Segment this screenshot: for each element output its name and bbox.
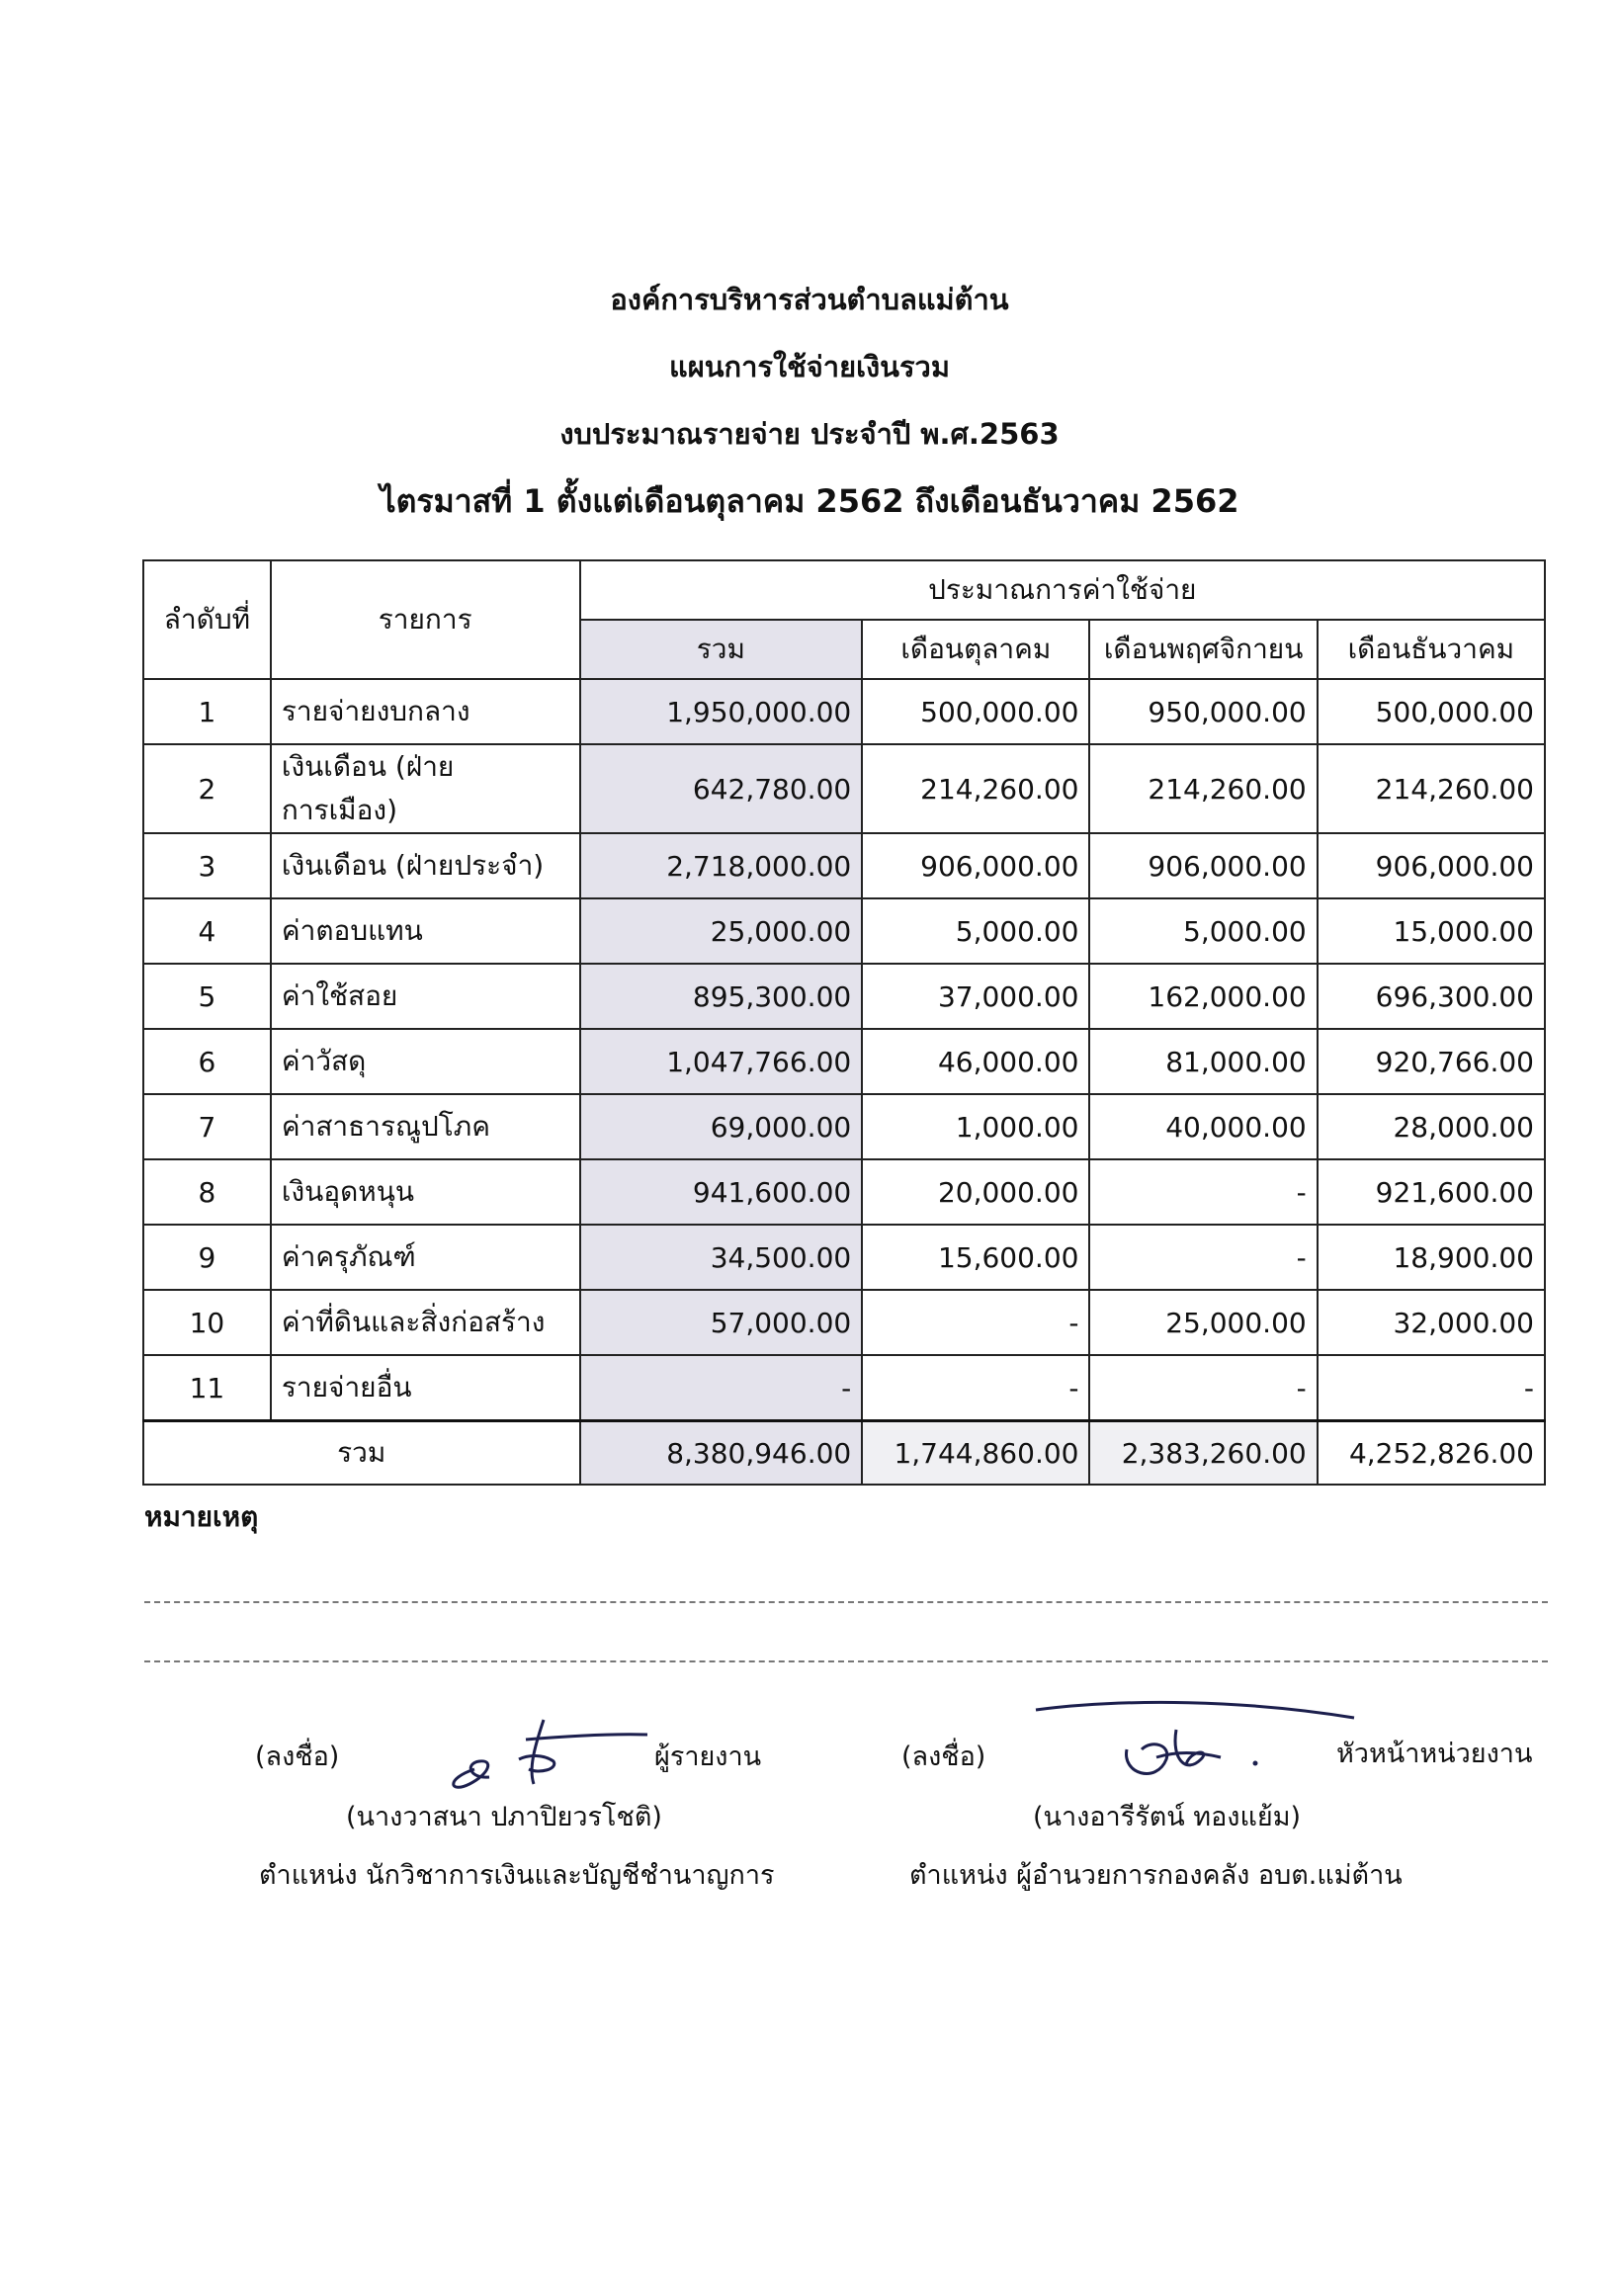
row-no: 7	[143, 1094, 271, 1159]
row-december: 696,300.00	[1318, 964, 1545, 1029]
row-total: 1,047,766.00	[580, 1029, 863, 1094]
table-row	[143, 898, 1545, 964]
row-december: 214,260.00	[1318, 744, 1545, 833]
table-row	[143, 833, 1545, 898]
row-october: 500,000.00	[862, 679, 1089, 744]
table-row	[143, 964, 1545, 1029]
plan-title: แผนการใช้จ่ายเงินรวม	[669, 350, 950, 383]
row-october: -	[862, 1355, 1089, 1421]
row-november: 214,260.00	[1089, 744, 1317, 833]
row-total: 1,950,000.00	[580, 679, 863, 744]
table-row	[143, 1159, 1545, 1225]
row-november: -	[1089, 1225, 1317, 1290]
remark-line-1	[144, 1601, 1548, 1603]
row-october: 1,000.00	[862, 1094, 1089, 1159]
row-november: 81,000.00	[1089, 1029, 1317, 1094]
row-december: 906,000.00	[1318, 833, 1545, 898]
row-december: 28,000.00	[1318, 1094, 1545, 1159]
header-total: รวม	[580, 620, 863, 679]
row-item: ค่าตอบแทน	[271, 898, 580, 964]
sum-december: 4,252,826.00	[1318, 1421, 1545, 1486]
document-header	[0, 282, 1619, 551]
sum-total: 8,380,946.00	[580, 1421, 863, 1486]
row-item: เงินอุดหนุน	[271, 1159, 580, 1225]
sum-october: 1,744,860.00	[862, 1421, 1089, 1486]
budget-table	[142, 559, 1546, 1486]
row-no: 3	[143, 833, 271, 898]
budget-title: งบประมาณรายจ่าย ประจำปี พ.ศ.2563	[559, 417, 1060, 451]
row-october: 5,000.00	[862, 898, 1089, 964]
left-role: ผู้รายงาน	[654, 1742, 762, 1772]
row-total: -	[580, 1355, 863, 1421]
row-december: 18,900.00	[1318, 1225, 1545, 1290]
row-october: 15,600.00	[862, 1225, 1089, 1290]
header-december: เดือนธันวาคม	[1318, 620, 1545, 679]
row-december: 921,600.00	[1318, 1159, 1545, 1225]
right-position: ตำแหน่ง ผู้อำนวยการกองคลัง อบต.แม่ต้าน	[909, 1860, 1403, 1891]
row-total: 895,300.00	[580, 964, 863, 1029]
row-december: 500,000.00	[1318, 679, 1545, 744]
row-no: 1	[143, 679, 271, 744]
row-no: 5	[143, 964, 271, 1029]
row-item: ค่าครุภัณฑ์	[271, 1225, 580, 1290]
row-november: 906,000.00	[1089, 833, 1317, 898]
row-item: เงินเดือน (ฝ่ายการเมือง)	[271, 744, 580, 833]
right-role: หัวหน้าหน่วยงาน	[1336, 1739, 1533, 1769]
table-row	[143, 1290, 1545, 1355]
row-november: 950,000.00	[1089, 679, 1317, 744]
row-october: 46,000.00	[862, 1029, 1089, 1094]
table-row	[143, 1094, 1545, 1159]
row-december: -	[1318, 1355, 1545, 1421]
quarter-title: ไตรมาสที่ 1 ตั้งแต่เดือนตุลาคม 2562 ถึงเดือนธันวาคม 2562	[380, 482, 1239, 520]
row-item: ค่าสาธารณูปโภค	[271, 1094, 580, 1159]
row-no: 9	[143, 1225, 271, 1290]
row-item: ค่าวัสดุ	[271, 1029, 580, 1094]
row-december: 15,000.00	[1318, 898, 1545, 964]
row-october: -	[862, 1290, 1089, 1355]
row-november: 5,000.00	[1089, 898, 1317, 964]
row-no: 11	[143, 1355, 271, 1421]
table-row	[143, 679, 1545, 744]
row-no: 8	[143, 1159, 271, 1225]
row-total: 25,000.00	[580, 898, 863, 964]
remark-line-2	[144, 1660, 1548, 1662]
left-position: ตำแหน่ง นักวิชาการเงินและบัญชีชำนาญการ	[259, 1860, 775, 1891]
row-item: รายจ่ายอื่น	[271, 1355, 580, 1421]
remark-label: หมายเหตุ	[144, 1500, 259, 1533]
row-october: 906,000.00	[862, 833, 1089, 898]
row-october: 214,260.00	[862, 744, 1089, 833]
row-october: 37,000.00	[862, 964, 1089, 1029]
left-sign-prefix: (ลงชื่อ)	[255, 1742, 340, 1772]
row-item: ค่าที่ดินและสิ่งก่อสร้าง	[271, 1290, 580, 1355]
table-row	[143, 744, 1545, 833]
row-december: 32,000.00	[1318, 1290, 1545, 1355]
row-november: -	[1089, 1355, 1317, 1421]
row-total: 642,780.00	[580, 744, 863, 833]
row-no: 10	[143, 1290, 271, 1355]
left-name: (นางวาสนา ปภาปิยวรโชติ)	[346, 1802, 662, 1832]
row-no: 2	[143, 744, 271, 833]
row-november: 40,000.00	[1089, 1094, 1317, 1159]
sum-label: รวม	[143, 1421, 580, 1486]
header-november: เดือนพฤศจิกายน	[1089, 620, 1317, 679]
row-item: รายจ่ายงบกลาง	[271, 679, 580, 744]
row-total: 57,000.00	[580, 1290, 863, 1355]
row-november: 162,000.00	[1089, 964, 1317, 1029]
org-title: องค์การบริหารส่วนตำบลแม่ต้าน	[610, 283, 1009, 316]
row-total: 941,600.00	[580, 1159, 863, 1225]
table-row	[143, 1355, 1545, 1421]
sum-november: 2,383,260.00	[1089, 1421, 1317, 1486]
row-no: 4	[143, 898, 271, 964]
right-name: (นางอารีรัตน์ ทองแย้ม)	[1033, 1802, 1302, 1832]
row-item: ค่าใช้สอย	[271, 964, 580, 1029]
row-december: 920,766.00	[1318, 1029, 1545, 1094]
table-sum-row	[143, 1421, 1545, 1486]
header-no: ลำดับที่	[143, 560, 271, 679]
table-row	[143, 1029, 1545, 1094]
row-november: -	[1089, 1159, 1317, 1225]
right-signature-image	[1028, 1690, 1364, 1799]
table-row	[143, 1225, 1545, 1290]
header-estimate-group: ประมาณการค่าใช้จ่าย	[580, 560, 1545, 620]
row-october: 20,000.00	[862, 1159, 1089, 1225]
table-header-row	[143, 560, 1545, 620]
row-no: 6	[143, 1029, 271, 1094]
row-total: 34,500.00	[580, 1225, 863, 1290]
left-signature-image	[435, 1700, 672, 1799]
row-november: 25,000.00	[1089, 1290, 1317, 1355]
row-total: 69,000.00	[580, 1094, 863, 1159]
header-october: เดือนตุลาคม	[862, 620, 1089, 679]
header-item: รายการ	[271, 560, 580, 679]
row-item: เงินเดือน (ฝ่ายประจำ)	[271, 833, 580, 898]
row-total: 2,718,000.00	[580, 833, 863, 898]
right-sign-prefix: (ลงชื่อ)	[901, 1742, 986, 1772]
